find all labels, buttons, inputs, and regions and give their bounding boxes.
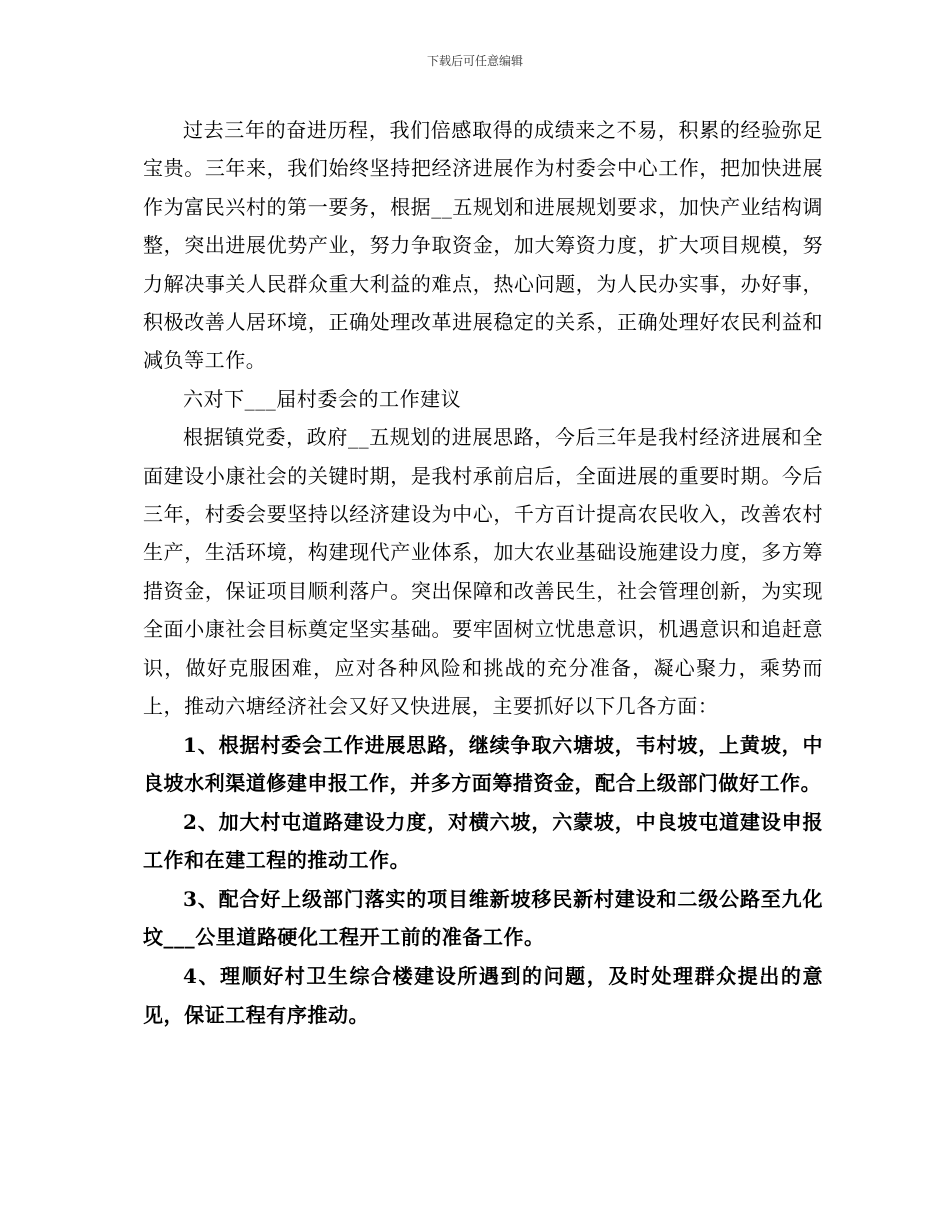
list-item-2: 2、加大村屯道路建设力度，对横六坡，六蒙坡，中良坡屯道建设申报工作和在建工程的推动工作。 (143, 809, 823, 873)
document-body (143, 111, 823, 1034)
list-item-1: 1、根据村委会工作进展思路，继续争取六塘坡，韦村坡，上黄坡，中良坡水利渠道修建申报工作，并多方面筹措资金，配合上级部门做好工作。 (143, 732, 823, 796)
paragraph-plan: 根据镇党委，政府__五规划的进展思路，今后三年是我村经济进展和全面建设小康社会的关键时期，是我村承前启后，全面进展的重要时期。今后三年，村委会要坚持以经济建设为中心，千方百计提高农民收入，改善农村生产，生活环境，构建现代产业体系，加大农业基础设施建设力度，多方筹措资金，保证项目顺利落户。突出保障和改善民生，社会管理创新，为实现全面小康社会目标奠定坚实基础。要牢固树立忧患意识，机遇意识和追赶意识，做好克服困难，应对各种风险和挑战的充分准备，凝心聚力，乘势而上，推动六塘经济社会又好又快进展，主要抓好以下几各方面： (143, 425, 823, 719)
list-item-3: 3、配合好上级部门落实的项目维新坡移民新村建设和二级公路至九化坟___公里道路硬化工程开工前的准备工作。 (143, 886, 823, 950)
paragraph-review: 过去三年的奋进历程，我们倍感取得的成绩来之不易，积累的经验弥足宝贵。三年来，我们始终坚持把经济进展作为村委会中心工作，把加快进展作为富民兴村的第一要务，根据__五规划和进展规划要求，加快产业结构调整，突出进展优势产业，努力争取资金，加大筹资力度，扩大项目规模，努力解决事关人民群众重大利益的难点，热心问题，为人民办实事，办好事，积极改善人居环境，正确处理改革进展稳定的关系，正确处理好农民利益和减负等工作。 (143, 118, 823, 373)
page-header-note: 下载后可任意编辑 (426, 54, 523, 68)
list-item-4: 4、理顺好村卫生综合楼建设所遇到的问题，及时处理群众提出的意见，保证工程有序推动。 (143, 964, 823, 1027)
section-heading: 六对下___届村委会的工作建议 (183, 386, 462, 411)
